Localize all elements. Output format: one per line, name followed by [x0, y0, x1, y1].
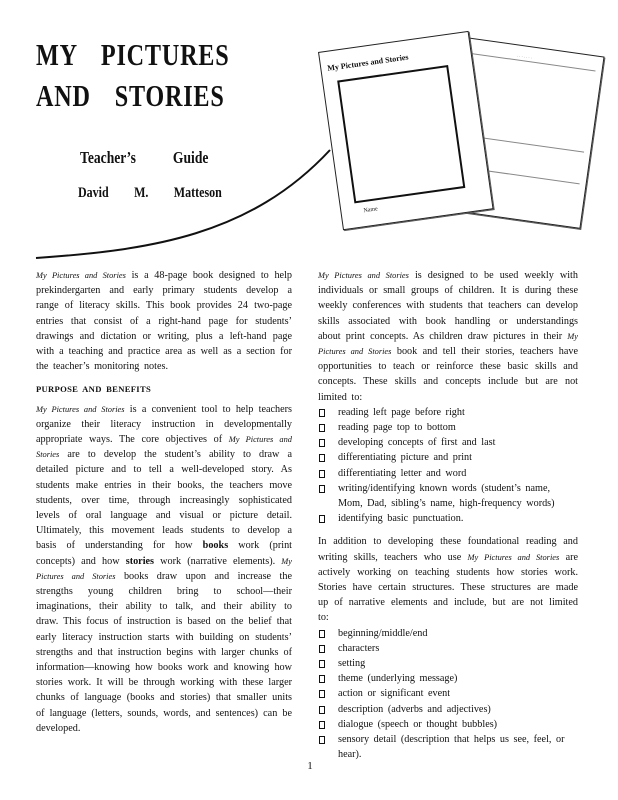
cover-title-line-1: MY PICTURES: [36, 37, 230, 72]
stories-paragraph: [318, 534, 578, 625]
skills-list: [318, 405, 578, 527]
stories-text-1: In addition to developing these foundational reading and writing skills, teachers who use: [318, 536, 578, 563]
book-front-name-label: Name: [363, 206, 379, 215]
intro-paragraph: [36, 268, 292, 374]
section-heading: PURPOSE AND BENEFITS: [36, 384, 152, 395]
list-item: reading page top to bottom: [318, 420, 578, 435]
list-item: action or significant event: [318, 686, 578, 701]
cover-author: David M. Matteson: [78, 185, 222, 201]
usage-text-2: book and tell their stories, teachers have opportunities to teach or reinforce these basic skills and concepts. These skills and concepts include but are not limited to:: [318, 346, 578, 403]
list-item: differentiating letter and word: [318, 466, 578, 481]
stories-text-2: are actively working on teaching students how stories work. Stories have certain structures. These structures are made up of narrative elements and include, but are not limited to:: [318, 551, 578, 624]
page-number: 1: [307, 760, 313, 772]
book-title-italic: My Pictures and Stories: [318, 331, 578, 357]
purpose-text-5: books draw upon and increase the strengths young children bring to school—their imaginations, their ability to talk, and their ability to draw. This focus of instruction is based on the belief that early literacy instruction starts with building on students’ strengths and that instruction begins with larger chunks of information—knowing how books work and knowing how stories work. It will be through working with these larger chunks of language (books and stories) that smaller units of language (letters, sounds, words, and sentences) can be developed.: [36, 570, 292, 734]
list-item: sensory detail (description that helps us see, feel, or hear).: [318, 732, 578, 762]
cover-subtitle: Teacher’s Guide: [80, 148, 209, 167]
purpose-text-3: work (print concepts) and how: [36, 540, 292, 567]
book-title-italic: My Pictures and Stories: [467, 552, 560, 562]
left-column: [36, 268, 292, 736]
list-item: dialogue (speech or thought bubbles): [318, 717, 578, 732]
usage-paragraph: [318, 268, 578, 405]
purpose-text-4: work (narrative elements).: [154, 555, 282, 567]
intro-text: is a 48-page book designed to help prekindergarten and early primary students develop a range of literacy skills. This book provides 24 two-page entries that consist of a right-hand page for students’ drawings and dictation or writing, plus a left-hand page with a teaching and practice area as well as a section for the teacher’s monitoring notes.: [36, 270, 292, 373]
usage-text-1: is designed to be used weekly with individuals or small groups of children. It is during these weekly conferences with students that teachers can develop skills associated with book handling or understandings about print concepts. As children draw pictures in their: [318, 270, 578, 342]
right-column: [318, 268, 578, 763]
books-emphasis: books: [202, 540, 229, 552]
purpose-paragraph: [36, 402, 292, 736]
list-item: writing/identifying known words (student’s name, Mom, Dad, sibling’s name, high-frequency words): [318, 481, 578, 511]
book-title-italic: My Pictures and Stories: [36, 556, 292, 581]
list-item: reading left page before right: [318, 405, 578, 420]
book-title-italic: My Pictures and Stories: [36, 271, 126, 280]
list-item: setting: [318, 656, 578, 671]
spacer: [318, 526, 578, 534]
list-item: theme (underlying message): [318, 671, 578, 686]
cover-title-line-2: AND STORIES: [36, 78, 225, 113]
list-item: beginning/middle/end: [318, 626, 578, 641]
picture-frame: [337, 65, 465, 203]
purpose-text-1: is a convenient tool to help teachers organize their literacy instruction in developmentally appropriate ways. The core objectives of: [36, 403, 292, 446]
elements-list: [318, 626, 578, 763]
book-title-italic: My Pictures and Stories: [36, 404, 125, 414]
book-title-italic: My Pictures and Stories: [36, 435, 292, 460]
purpose-text-2: are to develop the student’s ability to draw a detailed picture and to tell a well-developed story. As students make entries in their books, the teachers move students, over time, through increasingly sophisticated levels of oral language and visual or picture detail. Ultimately, this movement leads students to develop a basis of understanding for how: [36, 449, 292, 552]
list-item: differentiating picture and print: [318, 450, 578, 465]
book-front-title: My Pictures and Stories: [326, 52, 410, 73]
book-front-illustration: [318, 31, 494, 230]
list-item: identifying basic punctuation.: [318, 511, 578, 526]
list-item: description (adverbs and adjectives): [318, 702, 578, 717]
book-title-italic: My Pictures and Stories: [318, 271, 409, 280]
list-item: characters: [318, 641, 578, 656]
stories-emphasis: stories: [125, 555, 155, 567]
list-item: developing concepts of first and last: [318, 435, 578, 450]
book-back-illustration: · · · · · · ·: [434, 36, 605, 229]
